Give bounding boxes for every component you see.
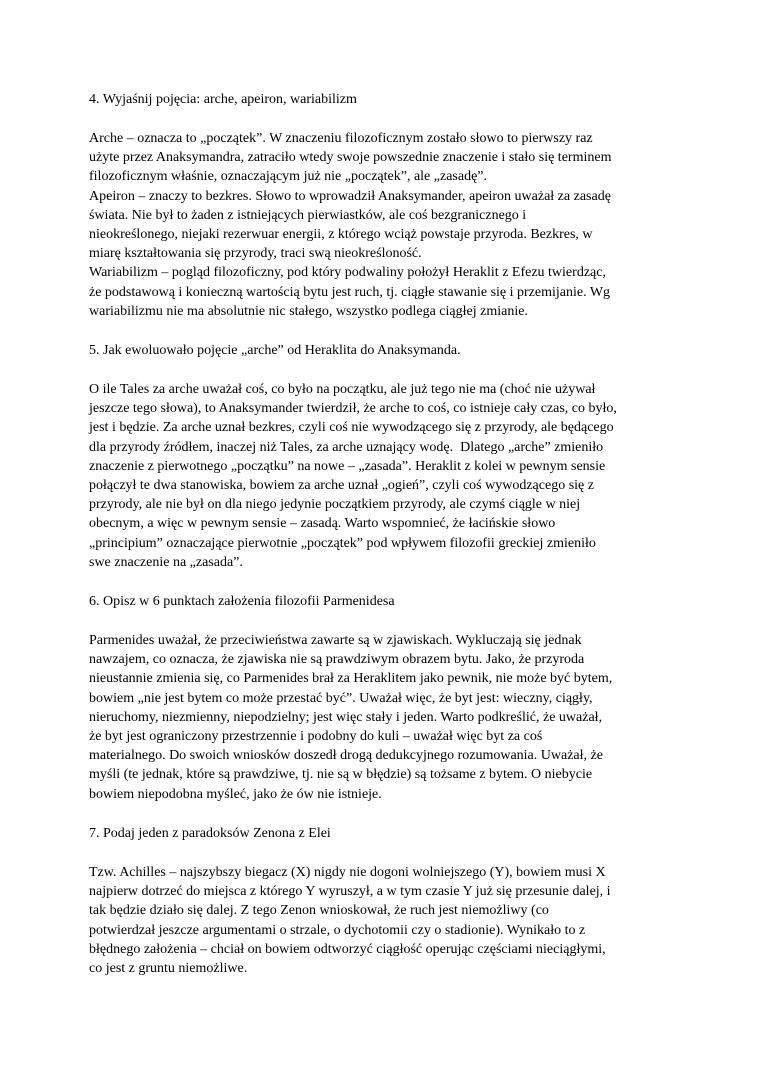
section-evolution-of-arche bbox=[89, 341, 675, 572]
document-page bbox=[89, 90, 675, 998]
question-heading-4: 4. Wyjaśnij pojęcia: arche, apeiron, wariabilizm bbox=[89, 92, 357, 107]
answer-paragraph-4: Arche – oznacza to „początek”. W znaczeniu filozoficznym zostało słowo to pierwszy raz użyte przez Anaksymandra, zatraciło wtedy swoje powszednie znaczenie i stało się terminem filozoficznym właśnie, oznaczającym już nie „początek”, ale „zasadę”. Apeiron – znaczy to bezkres. Słowo to wprowadził Anaksymander, apeiron uważał za zasadę świata. Nie był to żaden z istniejących pierwiastków, ale coś bezgranicznego i nieokreślonego, niejaki rezerwuar energii, z którego wciąż powstaje przyroda. Bezkres, w miarę kształtowania się przyrody, traci swą nieokreśloność. Wariabilizm – pogląd filozoficzny, pod który podwaliny położył Heraklit z Efezu twierdząc, że podstawową i konieczną wartością bytu jest ruch, tj. ciągłe stawanie się i przemijanie. Wg wariabilizmu nie ma absolutnie nic stałego, wszystko podlega ciągłej zmianie. bbox=[89, 131, 612, 319]
answer-paragraph-7: Tzw. Achilles – najszybszy biegacz (X) nigdy nie dogoni wolniejszego (Y), bowiem musi X najpierw dotrzeć do miejsca z którego Y wyruszył, a w tym czasie Y już się przesunie dalej, i tak będzie działo się dalej. Z tego Zenon wnioskował, że ruch jest niemożliwy (co potwierdzał jeszcze argumentami o strzale, o dychotomii czy o stadionie). Wynikało to z błędnego założenia – chciał on bowiem odtworzyć ciągłość operując częściami nieciągłymi, co jest z gruntu niemożliwe. bbox=[89, 864, 611, 976]
section-parmenides bbox=[89, 592, 675, 804]
answer-paragraph-5: O ile Tales za arche uważał coś, co było na początku, ale już tego nie ma (choć nie używał jeszcze tego słowa), to Anaksymander twierdził, że arche to coś, co istnieje cały czas, co było, jest i będzie. Za arche uznał bezkres, czyli coś nie wywodzącego się z przyrody, ale będącego dla przyrody źródłem, inaczej niż Tales, za arche uznający wodę. Dlatego „arche” zmieniło znaczenie z pierwotnego „początku” na nowe – „zasada”. Heraklit z kolei w pewnym sensie połączył te dwa stanowiska, bowiem za arche uznał „ogień”, czyli coś wywodzącego się z przyrody, ale nie był on dla niego jedynie początkiem przyrody, ale czymś ciągle w niej obecnym, a więc w pewnym sensie – zasadą. Warto wspomnieć, że łacińskie słowo „principium” oznaczające pierwotnie „początek” pod wpływem filozofii greckiej zmieniło swe znaczenie na „zasada”. bbox=[89, 382, 617, 570]
question-heading-7: 7. Podaj jeden z paradoksów Zenona z Elei bbox=[89, 825, 331, 841]
section-arche-apeiron-wariabilizm bbox=[89, 90, 675, 321]
section-zeno-paradox bbox=[89, 824, 675, 978]
question-heading-5: 5. Jak ewoluowało pojęcie „arche” od Heraklita do Anaksymanda. bbox=[89, 343, 461, 359]
question-heading-6: 6. Opisz w 6 punktach założenia filozofii Parmenidesa bbox=[89, 594, 395, 610]
answer-paragraph-6: Parmenides uważał, że przeciwieństwa zawarte są w zjawiskach. Wykluczają się jednak nawzajem, co oznacza, że zjawiska nie są prawdziwym obrazem bytu. Jako, że przyroda nieustannie zmienia się, co Parmenides brał za Heraklitem jako pewnik, nie może być bytem, bowiem „nie jest bytem co może przestać być”. Uważał więc, że byt jest: wieczny, ciągły, nieruchomy, niezmienny, niepodzielny; jest więc stały i jeden. Warto podkreślić, że uważał, że byt jest ograniczony przestrzennie i podobny do kuli – uważał więc byt za coś materialnego. Do swoich wniosków doszedł drogą dedukcyjnego rozumowania. Uważał, że myśli (te jednak, które są prawdziwe, tj. nie są w błędzie) są tożsame z bytem. O niebycie bowiem niepodobna myśleć, jako że ów nie istnieje. bbox=[89, 633, 613, 802]
